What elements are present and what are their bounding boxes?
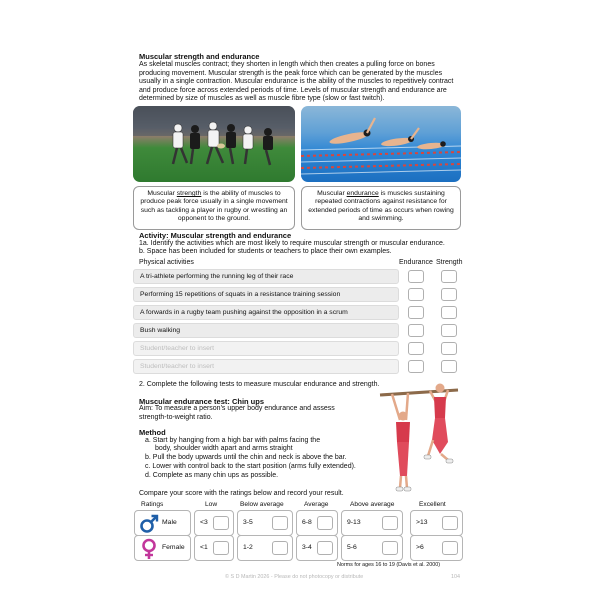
column-endurance: Endurance xyxy=(399,259,433,266)
strength-checkbox[interactable] xyxy=(441,306,457,319)
activity-instruction-1: 1a. Identify the activities which are most likely to require muscular strength or muscular endurance. xyxy=(139,239,445,247)
female-excellent-checkbox[interactable] xyxy=(442,541,458,555)
endurance-checkbox[interactable] xyxy=(408,306,424,319)
column-physical-activities: Physical activities xyxy=(139,259,194,266)
female-excellent-cell xyxy=(410,535,463,561)
page-number: 104 xyxy=(451,574,460,580)
method-step: body, shoulder width apart and arms straight xyxy=(155,445,293,452)
male-below-average-value: 3-5 xyxy=(243,519,253,526)
male-average-cell xyxy=(296,510,338,536)
method-step: b. Pull the body upwards until the chin and neck is above the bar. xyxy=(145,454,347,461)
excellent-header: Excellent xyxy=(419,501,446,508)
section-title: Muscular strength and endurance xyxy=(139,52,260,61)
strength-checkbox[interactable] xyxy=(441,324,457,337)
female-below-average-checkbox[interactable] xyxy=(272,541,288,555)
strength-checkbox[interactable] xyxy=(441,360,457,373)
female-low-cell xyxy=(194,535,234,561)
average-header: Average xyxy=(304,501,329,508)
male-average-checkbox[interactable] xyxy=(317,516,333,530)
strength-checkbox[interactable] xyxy=(441,288,457,301)
female-average-checkbox[interactable] xyxy=(317,541,333,555)
male-below-average-cell xyxy=(237,510,293,536)
method-step: c. Lower with control back to the start position (arms fully extended). xyxy=(145,463,356,470)
column-strength: Strength xyxy=(436,259,463,266)
male-low-value: <3 xyxy=(200,519,208,526)
strength-caption xyxy=(133,186,295,230)
ratings-header: Ratings xyxy=(141,501,164,508)
endurance-checkbox[interactable] xyxy=(408,342,424,355)
female-label-cell xyxy=(134,535,191,561)
male-below-average-checkbox[interactable] xyxy=(272,516,288,530)
male-excellent-value: >13 xyxy=(416,519,428,526)
swimming-photo xyxy=(301,106,461,182)
male-average-value: 6-8 xyxy=(302,519,312,526)
section-intro: As skeletal muscles contract; they shorten in length which then creates a pulling force on bones producing movement. Muscular strength is the peak force which can be generated by the muscles usually in a single contraction. Muscular endurance is the ability of the muscles to repetitively contract and produce force across extended periods of time. Levels of muscular strength and endurance are determined by size of muscles as well as muscle fibre type (slow or fast twitch). xyxy=(139,61,454,103)
male-low-cell xyxy=(194,510,234,536)
male-excellent-checkbox[interactable] xyxy=(442,516,458,530)
low-header: Low xyxy=(205,501,218,508)
endurance-caption-post: is muscles sustaining repeated contractions against resistance for extended periods of time as occurs when rowing and swimming. xyxy=(308,190,454,223)
copyright-footer: © S D Martin 2026 - Please do not photocopy or distribute xyxy=(225,574,364,580)
method-step: d. Complete as many chin ups as possible. xyxy=(145,472,279,479)
endurance-checkbox[interactable] xyxy=(408,324,424,337)
female-above-average-value: 5-6 xyxy=(347,544,357,551)
strength-checkbox[interactable] xyxy=(441,270,457,283)
rugby-players-illustration xyxy=(133,106,295,182)
female-average-cell xyxy=(296,535,338,561)
female-low-checkbox[interactable] xyxy=(213,541,229,555)
male-label: Male xyxy=(162,519,177,526)
chin-up-illustration xyxy=(378,380,464,502)
endurance-checkbox[interactable] xyxy=(408,270,424,283)
activity-row-input[interactable]: Student/teacher to insert xyxy=(133,341,399,356)
strength-checkbox[interactable] xyxy=(441,342,457,355)
method-title: Method xyxy=(139,428,166,437)
female-symbol-icon xyxy=(139,538,159,560)
endurance-checkbox[interactable] xyxy=(408,360,424,373)
rugby-photo xyxy=(133,106,295,182)
strength-caption-keyword: strength xyxy=(176,190,202,197)
strength-caption-pre: Muscular xyxy=(147,190,177,197)
method-step: a. Start by hanging from a high bar with palms facing the xyxy=(145,437,321,444)
male-label-cell xyxy=(134,510,191,536)
activity-title: Activity: Muscular strength and endurance xyxy=(139,231,292,240)
female-above-average-cell xyxy=(341,535,403,561)
male-above-average-cell xyxy=(341,510,403,536)
female-average-value: 3-4 xyxy=(302,544,312,551)
activity-row: Performing 15 repetitions of squats in a resistance training session xyxy=(133,287,399,302)
test-intro: 2. Complete the following tests to measure muscular endurance and strength. xyxy=(139,381,380,388)
test-aim: Aim: To measure a person's upper body endurance and assess strength-to-weight ratio. xyxy=(139,405,335,421)
test-title: Muscular endurance test: Chin ups xyxy=(139,397,265,406)
male-above-average-checkbox[interactable] xyxy=(382,516,398,530)
endurance-caption xyxy=(301,186,461,230)
male-low-checkbox[interactable] xyxy=(213,516,229,530)
male-excellent-cell xyxy=(410,510,463,536)
activity-row: A forwards in a rugby team pushing against the opposition in a scrum xyxy=(133,305,399,320)
strength-caption-post: is the ability of muscles to produce peak force usually in a single movement such as tackling a player in rugby or wrestling an opponent to the ground. xyxy=(140,190,288,223)
female-below-average-cell xyxy=(237,535,293,561)
above-average-header: Above average xyxy=(350,501,395,508)
activity-row-input[interactable]: Student/teacher to insert xyxy=(133,359,399,374)
male-symbol-icon xyxy=(139,514,159,534)
activity-row: A tri-athlete performing the running leg of their race xyxy=(133,269,399,284)
activity-row: Bush walking xyxy=(133,323,399,338)
below-average-header: Below average xyxy=(240,501,284,508)
endurance-checkbox[interactable] xyxy=(408,288,424,301)
female-label: Female xyxy=(162,544,185,551)
swimmers-illustration xyxy=(301,106,461,182)
male-above-average-value: 9-13 xyxy=(347,519,361,526)
norms-note: Norms for ages 16 to 19 (Davis et al. 2000) xyxy=(337,562,441,568)
female-low-value: <1 xyxy=(200,544,208,551)
female-excellent-value: >6 xyxy=(416,544,424,551)
activity-instruction-2: b. Space has been included for students or teachers to place their own examples. xyxy=(139,248,392,255)
endurance-caption-keyword: endurance xyxy=(346,190,379,197)
female-above-average-checkbox[interactable] xyxy=(382,541,398,555)
female-below-average-value: 1-2 xyxy=(243,544,253,551)
endurance-caption-pre: Muscular xyxy=(317,190,347,197)
compare-instruction: Compare your score with the ratings below and record your result. xyxy=(139,490,344,497)
